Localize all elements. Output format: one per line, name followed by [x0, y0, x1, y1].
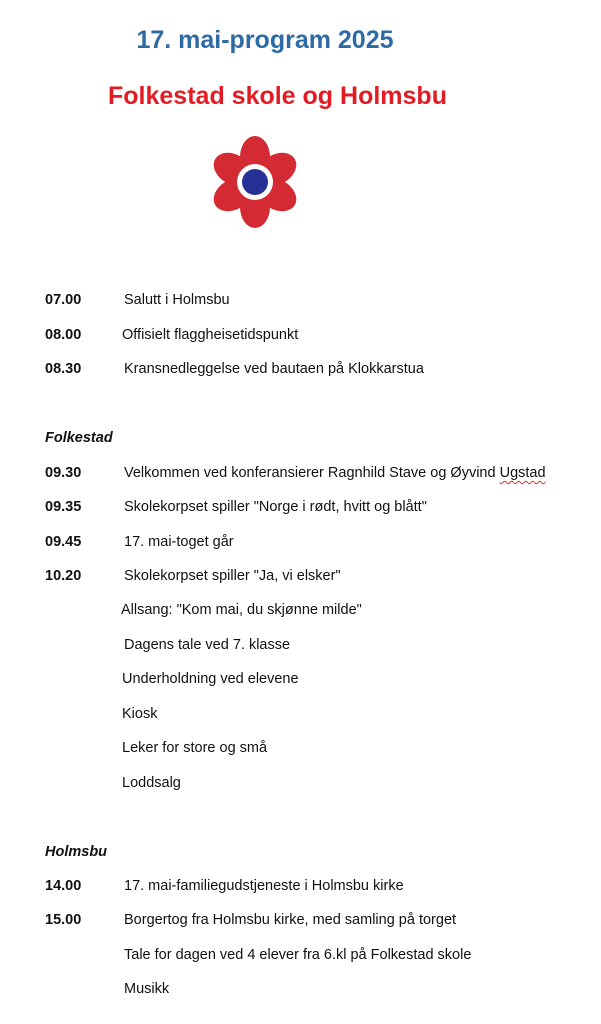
time: 09.35 [45, 499, 82, 515]
page-title: 17. mai-program 2025 [136, 26, 394, 54]
event: Kransnedleggelse ved bautaen på Klokkarstua [124, 361, 424, 377]
page-subtitle: Folkestad skole og Holmsbu [108, 82, 447, 110]
time: 08.00 [45, 327, 82, 343]
event: Allsang: "Kom mai, du skjønne milde" [121, 602, 362, 618]
time: 14.00 [45, 878, 82, 894]
event: Skolekorpset spiller "Norge i rødt, hvitt og blått" [124, 499, 427, 515]
time: 10.20 [45, 568, 82, 584]
event-text: Velkommen ved konferansierer Ragnhild Stave og Øyvind [124, 465, 496, 481]
flower-center [242, 169, 268, 195]
event: 17. mai-familiegudstjeneste i Holmsbu kirke [124, 878, 404, 894]
time: 07.00 [45, 292, 82, 308]
event: Offisielt flaggheisetidspunkt [122, 327, 299, 343]
section-heading-folkestad: Folkestad [45, 430, 113, 446]
event: Borgertog fra Holmsbu kirke, med samling på torget [124, 912, 457, 928]
event: Kiosk [122, 706, 158, 722]
section-heading-holmsbu: Holmsbu [45, 844, 108, 860]
flower-icon [203, 135, 307, 229]
event: Underholdning ved elevene [122, 671, 299, 687]
time: 08.30 [45, 361, 82, 377]
event: Leker for store og små [122, 740, 268, 756]
event: Loddsalg [122, 775, 181, 791]
event [124, 462, 546, 484]
event: 17. mai-toget går [124, 534, 234, 550]
time: 15.00 [45, 912, 82, 928]
event: Dagens tale ved 7. klasse [124, 637, 291, 653]
event: Musikk [124, 981, 170, 997]
event: Skolekorpset spiller "Ja, vi elsker" [124, 568, 341, 584]
spellcheck-marked-word: Ugstad [499, 465, 546, 481]
time: 09.30 [45, 465, 82, 481]
event: Salutt i Holmsbu [124, 292, 230, 308]
event: Tale for dagen ved 4 elever fra 6.kl på Folkestad skole [124, 947, 472, 963]
time: 09.45 [45, 534, 82, 550]
